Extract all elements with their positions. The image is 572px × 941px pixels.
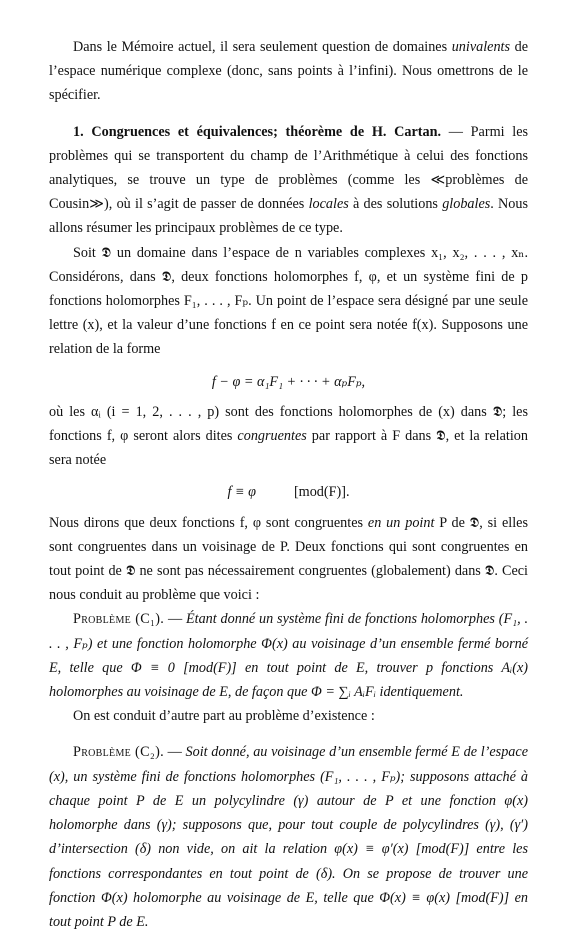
document-page [49, 35, 528, 934]
paragraph-en-un-point [49, 511, 528, 608]
equation-congruence-sum: f − φ = α₁F₁ + · · · + αₚFₚ, [211, 373, 366, 390]
emphasis-en-un-point: en un point [367, 514, 435, 531]
paragraph-congruentes-text-b: par rapport à F dans 𝕯, et la relation sera notée [49, 428, 528, 469]
intro-emphasis-univalents: univalents [451, 39, 511, 55]
problem-c1 [49, 607, 528, 704]
problem-c1-statement: Étant donné un système fini de fonctions holomorphes (F₁, . . . , Fₚ) et une fonction holomorphe Φ(x) au voisinage d’un ensemble fermé borné E, telle que Φ ≡ 0 [mod(F)] en tout point de E, trouver p fonctions Aᵢ(x) holomorphes au voisinage de E, de façon que Φ = ∑ᵢ AᵢFᵢ identiquement. [49, 611, 528, 701]
equation-mod-right: [mod(F)]. [293, 484, 350, 501]
section-1-text-c: . Nous allons résumer les principaux problèmes de ce type. [49, 196, 529, 237]
emphasis-congruentes: congruentes [237, 428, 307, 445]
paragraph-congruentes-text-a: où les αᵢ (i = 1, 2, . . . , p) sont des fonctions holomorphes de (x) dans 𝕯; les fonctions f, φ seront alors dites [49, 403, 528, 445]
problem-c2-statement: Soit donné, au voisinage d’un ensemble fermé E de l’espace (x), un système fini de fonctions holomorphes (F₁, . . . , Fₚ); supposons attaché à chaque point P de E un polycylindre (γ) autour de P et une fonction φ(x) holomorphe dans (γ); supposons que, pour tout couple de polycylindres (γ), (γ′) d’intersection (δ) non vide, on ait la relation φ(x) ≡ φ′(x) [mod(F)] entre les fonctions correspondantes en tout point de (δ). On se propose de trouver une fonction Φ(x) holomorphe au voisinage de E, telle que Φ(x) ≡ φ(x) [mod(F)] en tout point P de E. [49, 744, 528, 930]
paragraph-domain-definition: Soit 𝕯 un domaine dans l’espace de n variables complexes x₁, x₂, . . . , xₙ. Considérons, dans 𝕯, deux fonctions holomorphes f, φ, et un système fini de p fonctions holomorphes F₁, . . . , Fₚ. Un point de l’espace sera désigné par une seule lettre (x), et la valeur d’une fonctions f en ce point sera notée f(x). Supposons une relation de la forme [49, 244, 528, 358]
section-1-emphasis-globales: globales [442, 196, 491, 213]
paragraph-existence: On est conduit d’autre part au problème d’existence : [73, 708, 375, 725]
problem-c1-label: Problème (C₁). [73, 611, 165, 628]
equation-congruence-mod [49, 480, 528, 504]
section-1-text-b: à des solutions [348, 196, 443, 213]
equation-mod-left: f ≡ φ [227, 484, 256, 501]
intro-text-after: de l’espace numérique complexe (donc, sans points à l’infini). Nous omettrons de le spécifier. [49, 39, 528, 104]
section-1-text-a: Parmi les problèmes qui se transportent du champ de l’Arithmétique à celui des fonctions analytiques, se trouve un type de problèmes (comme les ≪problèmes de Cousin≫), où il s’agit de passer de données [49, 123, 529, 213]
paragraph-en-un-point-text-a: Nous dirons que deux fonctions f, φ sont congruentes [49, 514, 368, 531]
problem-c2-label: Problème (C₂). [73, 744, 164, 761]
intro-paragraph [49, 35, 528, 108]
problem-c1-dash: — [164, 611, 186, 628]
section-1-dash: — [441, 123, 471, 140]
section-1-emphasis-locales: locales [308, 196, 349, 213]
problem-c2 [49, 740, 528, 934]
section-1-heading: 1. Congruences et équivalences; théorème de H. Cartan. [73, 123, 442, 140]
intro-text-before: Dans le Mémoire actuel, il sera seulement question de domaines [73, 39, 452, 55]
paragraph-congruentes [49, 400, 528, 473]
section-1-paragraph [49, 120, 528, 241]
problem-c2-dash: — [163, 744, 186, 761]
paragraph-en-un-point-text-b: P de 𝕯, si elles sont congruentes dans un voisinage de P. Deux fonctions qui sont congruentes en tout point de 𝕯 ne sont pas nécessairement congruentes (globalement) dans 𝕯. Ceci nous conduit au problème que voici : [49, 514, 528, 604]
